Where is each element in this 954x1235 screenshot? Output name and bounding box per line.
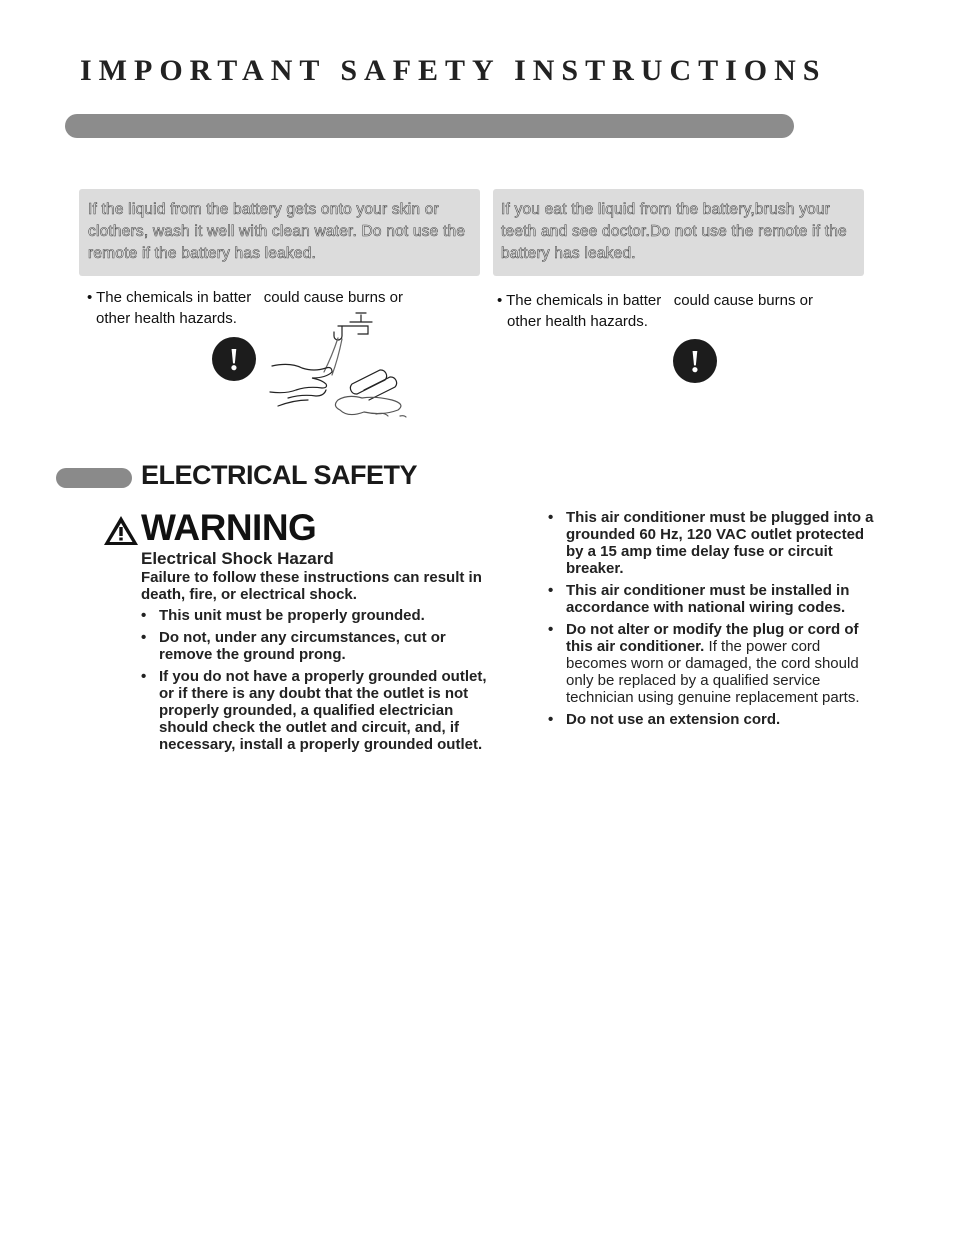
list-item: • This air conditioner must be plugged into a grounded 60 Hz, 120 VAC outlet protected by a 15 amp time delay fuse or circuit breaker. <box>548 509 876 577</box>
list-item-detail: If the power cord becomes worn or damaged, the cord should only be replaced by a qualified service technician using genuine replacement parts. <box>566 638 860 706</box>
right-bullet-list <box>548 509 876 733</box>
list-item: • Do not use an extension cord. <box>548 711 876 728</box>
left-bullet-list <box>141 607 493 758</box>
battery-right-note-line1: • The chemicals in batter could cause burns or <box>497 292 813 309</box>
title-divider-bar <box>65 114 794 138</box>
battery-right-note <box>497 290 857 332</box>
battery-left-note-line1: • The chemicals in batter could cause burns or <box>87 289 403 306</box>
hazard-title: Electrical Shock Hazard <box>141 549 334 568</box>
battery-skin-warning-box <box>79 189 480 276</box>
exclamation-icon: ! <box>212 337 256 381</box>
list-item-lead: Do not alter or modify the plug or cord of this air conditioner. <box>566 621 859 655</box>
exclamation-icon: ! <box>673 339 717 383</box>
section-marker <box>56 468 132 488</box>
page-title: IMPORTANT SAFETY INSTRUCTIONS <box>80 54 827 87</box>
list-item: • This unit must be properly grounded. <box>141 607 493 624</box>
battery-left-note-line2: other health hazards. <box>96 310 237 327</box>
warning-label: WARNING <box>141 507 317 548</box>
washing-hands-illustration <box>268 306 416 422</box>
list-item <box>548 621 876 706</box>
hazard-consequence: Failure to follow these instructions can result in death, fire, or electrical shock. <box>141 569 482 603</box>
list-item: • If you do not have a properly grounded outlet, or if there is any doubt that the outlet is not properly grounded, a qualified electrician should check the outlet and circuit, and, if necessary, install a properly grounded outlet. <box>141 668 493 753</box>
battery-skin-warning-text: If the liquid from the battery gets onto your skin or clothers, wash it well with clean water. Do not use the remote if the battery has leaked. <box>88 201 466 262</box>
battery-ingest-warning-text: If you eat the liquid from the battery,brush your teeth and see doctor.Do not use the remote if the battery has leaked. <box>501 201 847 262</box>
battery-right-note-line2: other health hazards. <box>507 313 648 330</box>
battery-ingest-warning-box <box>493 189 864 276</box>
section-title: ELECTRICAL SAFETY <box>141 460 418 490</box>
warning-triangle-icon <box>103 515 139 546</box>
list-item: • This air conditioner must be installed in accordance with national wiring codes. <box>548 582 876 616</box>
list-item: • Do not, under any circumstances, cut or remove the ground prong. <box>141 629 493 663</box>
